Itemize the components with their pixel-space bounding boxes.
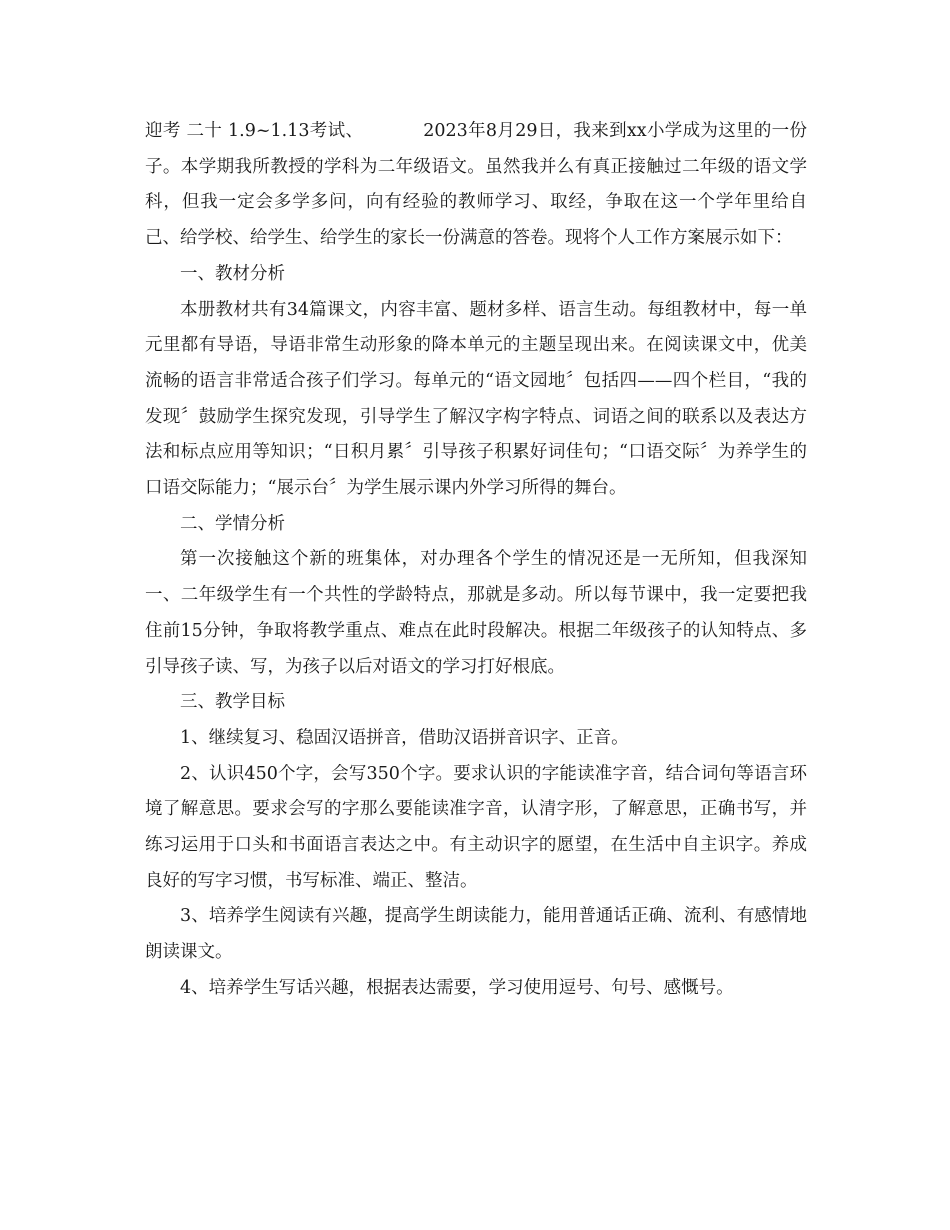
teaching-goal-1: 1、继续复习、稳固汉语拼音，借助汉语拼音识字、正音。: [180, 727, 629, 748]
section-heading-student-analysis: 二、学情分析: [180, 513, 285, 534]
section-heading-teaching-goals: 三、教学目标: [180, 692, 285, 713]
section-heading-textbook-analysis: 一、教材分析: [180, 263, 285, 284]
textbook-analysis-paragraph: 本册教材共有34篇课文，内容丰富、题材多样、语言生动。每组教材中，每一单元里都有导语，导语非常生动形象的降本单元的主题呈现出来。在阅读课文中，优美流畅的语言非常适合孩子们学习。每单元的“语文园地〞包括四——四个栏目，“我的发现〞鼓励学生探究发现，引导学生了解汉字构字特点、词语之间的联系以及表达方法和标点应用等知识；“日积月累〞引导孩子积累好词佳句；“口语交际〞为养学生的口语交际能力；“展示台〞为学生展示课内外学习所得的舞台。: [145, 299, 807, 499]
teaching-goal-3: 3、培养学生阅读有兴趣，提高学生朗读能力，能用普通话正确、流利、有感情地朗读课文。: [145, 906, 807, 963]
intro-body: 2023年8月29日，我来到xx小学成为这里的一份子。本学期我所教授的学科为二年级语文。虽然我并么有真正接触过二年级的语文学科，但我一定会多学多问，向有经验的教师学习、取经，争取在这一个学年里给自己、给学校、给学生、给学生的家长一份满意的答卷。现将个人工作方案展示如下：: [145, 121, 807, 249]
teaching-goal-4: 4、培养学生写话兴趣，根据表达需要，学习使用逗号、句号、感慨号。: [180, 977, 734, 998]
teaching-goal-2: 2、认识450个字，会写350个字。要求认识的字能读准字音，结合词句等语言环境了解意思。要求会写的字那么要能读准字音，认清字形，了解意思，正确书写，并练习运用于口头和书面语言表达之中。有主动识字的愿望，在生活中自主识字。养成良好的写字习惯，书写标准、端正、整洁。: [145, 763, 807, 891]
student-analysis-paragraph: 第一次接触这个新的班集体，对办理各个学生的情况还是一无所知，但我深知一、二年级学生有一个共性的学龄特点，那就是多动。所以每节课中，我一定要把我住前15分钟，争取将教学重点、难点在此时段解决。根据二年级孩子的认知特点、多引导孩子读、写，为孩子以后对语文的学习打好根底。: [145, 549, 807, 677]
intro-paragraph: [145, 114, 807, 257]
intro-prefix: 迎考 二十 1.9~1.13考试、: [145, 121, 364, 141]
document-body: [145, 114, 807, 1007]
